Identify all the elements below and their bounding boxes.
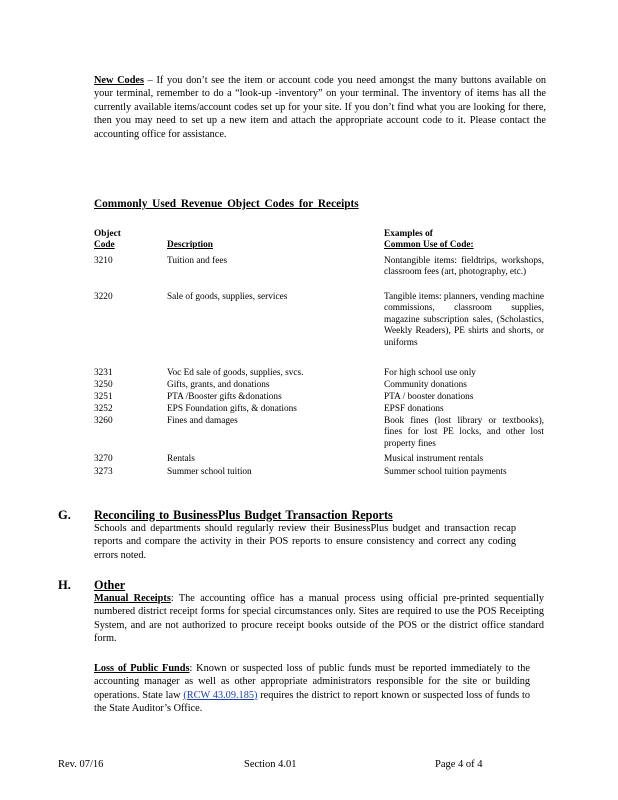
- manual-receipts-paragraph: [94, 592, 544, 646]
- section-h-heading: Other: [94, 578, 126, 592]
- row-description: Rentals: [167, 454, 195, 464]
- header-examples-line1: Examples of: [384, 229, 433, 239]
- header-description: Description: [167, 240, 213, 250]
- section-g-letter: G.: [58, 508, 71, 522]
- row-description: Fines and damages: [167, 416, 238, 426]
- row-examples: For high school use only: [384, 368, 476, 378]
- row-examples: Book fines (lost library or textbooks), fines for lost PE locks, and other lost property fines: [384, 416, 544, 449]
- section-g-heading: Reconciling to BusinessPlus Budget Transaction Reports: [94, 508, 393, 522]
- footer-section: Section 4.01: [244, 759, 297, 770]
- rcw-link[interactable]: (RCW 43.09.185): [183, 689, 258, 701]
- row-description: Summer school tuition: [167, 467, 252, 477]
- header-examples: [384, 229, 524, 252]
- row-examples: Nontangible items: fieldtrips, workshops, classroom fees (art, photography, etc.): [384, 256, 544, 278]
- row-description: Tuition and fees: [167, 256, 228, 266]
- row-code: 3251: [94, 392, 113, 402]
- row-description: EPS Foundation gifts, & donations: [167, 404, 297, 414]
- row-code: 3210: [94, 256, 113, 266]
- row-examples: Musical instrument rentals: [384, 454, 484, 464]
- loss-public-funds-paragraph: [94, 662, 530, 716]
- header-code-line1: Object: [94, 229, 121, 239]
- row-description: Voc Ed sale of goods, supplies, svcs.: [167, 368, 304, 378]
- row-code: 3231: [94, 368, 113, 378]
- row-code: 3273: [94, 467, 113, 477]
- row-description: Sale of goods, supplies, services: [167, 292, 288, 302]
- header-code-line2: Code: [94, 240, 115, 251]
- row-code: 3260: [94, 416, 113, 426]
- section-g-text: Schools and departments should regularly review their BusinessPlus budget and transaction recap reports and compare the activity in their POS reports to ensure consistency and correct any coding errors noted.: [94, 523, 516, 561]
- row-examples: PTA / booster donations: [384, 392, 474, 402]
- loss-public-funds-text-b: requires the district to report known or suspected loss of funds to the State Auditor’s Office.: [94, 689, 530, 715]
- section-h-letter: H.: [58, 578, 71, 592]
- row-code: 3270: [94, 454, 113, 464]
- row-examples: Summer school tuition payments: [384, 467, 507, 477]
- row-examples: Tangible items: planners, vending machine commissions, classroom supplies, magazine subscription sales, (Scholastics, Weekly Readers), PE shirts and shorts, or uniforms: [384, 292, 544, 348]
- header-examples-line2: Common Use of Code:: [384, 240, 474, 251]
- loss-public-funds-heading: Loss of Public Funds: [94, 663, 190, 674]
- row-examples: Community donations: [384, 380, 467, 390]
- header-object-code: [94, 229, 121, 252]
- row-examples: EPSF donations: [384, 404, 444, 414]
- row-code: 3250: [94, 380, 113, 390]
- row-description: Gifts, grants, and donations: [167, 380, 270, 390]
- manual-receipts-heading: Manual Receipts: [94, 593, 171, 604]
- footer-revision: Rev. 07/16: [58, 759, 104, 770]
- new-codes-heading: New Codes: [94, 75, 144, 86]
- new-codes-text: – If you don’t see the item or account code you need amongst the many buttons available on your terminal, remember to do a “look-up -inventory” on your terminal. The inventory of items has all the currently available items/account codes set up for your site. If you don’t find what you are looking for there, then you may need to set up a new item and attach the appropriate account code to it. Please contact the accounting office for assistance.: [94, 75, 546, 140]
- row-code: 3252: [94, 404, 113, 414]
- manual-receipts-text: : The accounting office has a manual process using official pre-printed sequentially numbered district receipt forms for special circumstances only. Sites are required to use the POS Receipting System, and are not authorized to procure receipt books outside of the POS or the district office standard form.: [94, 593, 544, 645]
- revenue-codes-title: Commonly Used Revenue Object Codes for Receipts: [94, 198, 359, 210]
- row-description: PTA /Booster gifts &donations: [167, 392, 282, 402]
- footer-page-number: Page 4 of 4: [435, 759, 483, 770]
- row-code: 3220: [94, 292, 113, 302]
- loss-public-funds-text-a: : Known or suspected loss of public funds must be reported immediately to the accounting manager as well as other appropriate administrators responsible for the site or building operations. State law: [94, 663, 531, 701]
- new-codes-paragraph: [94, 74, 546, 141]
